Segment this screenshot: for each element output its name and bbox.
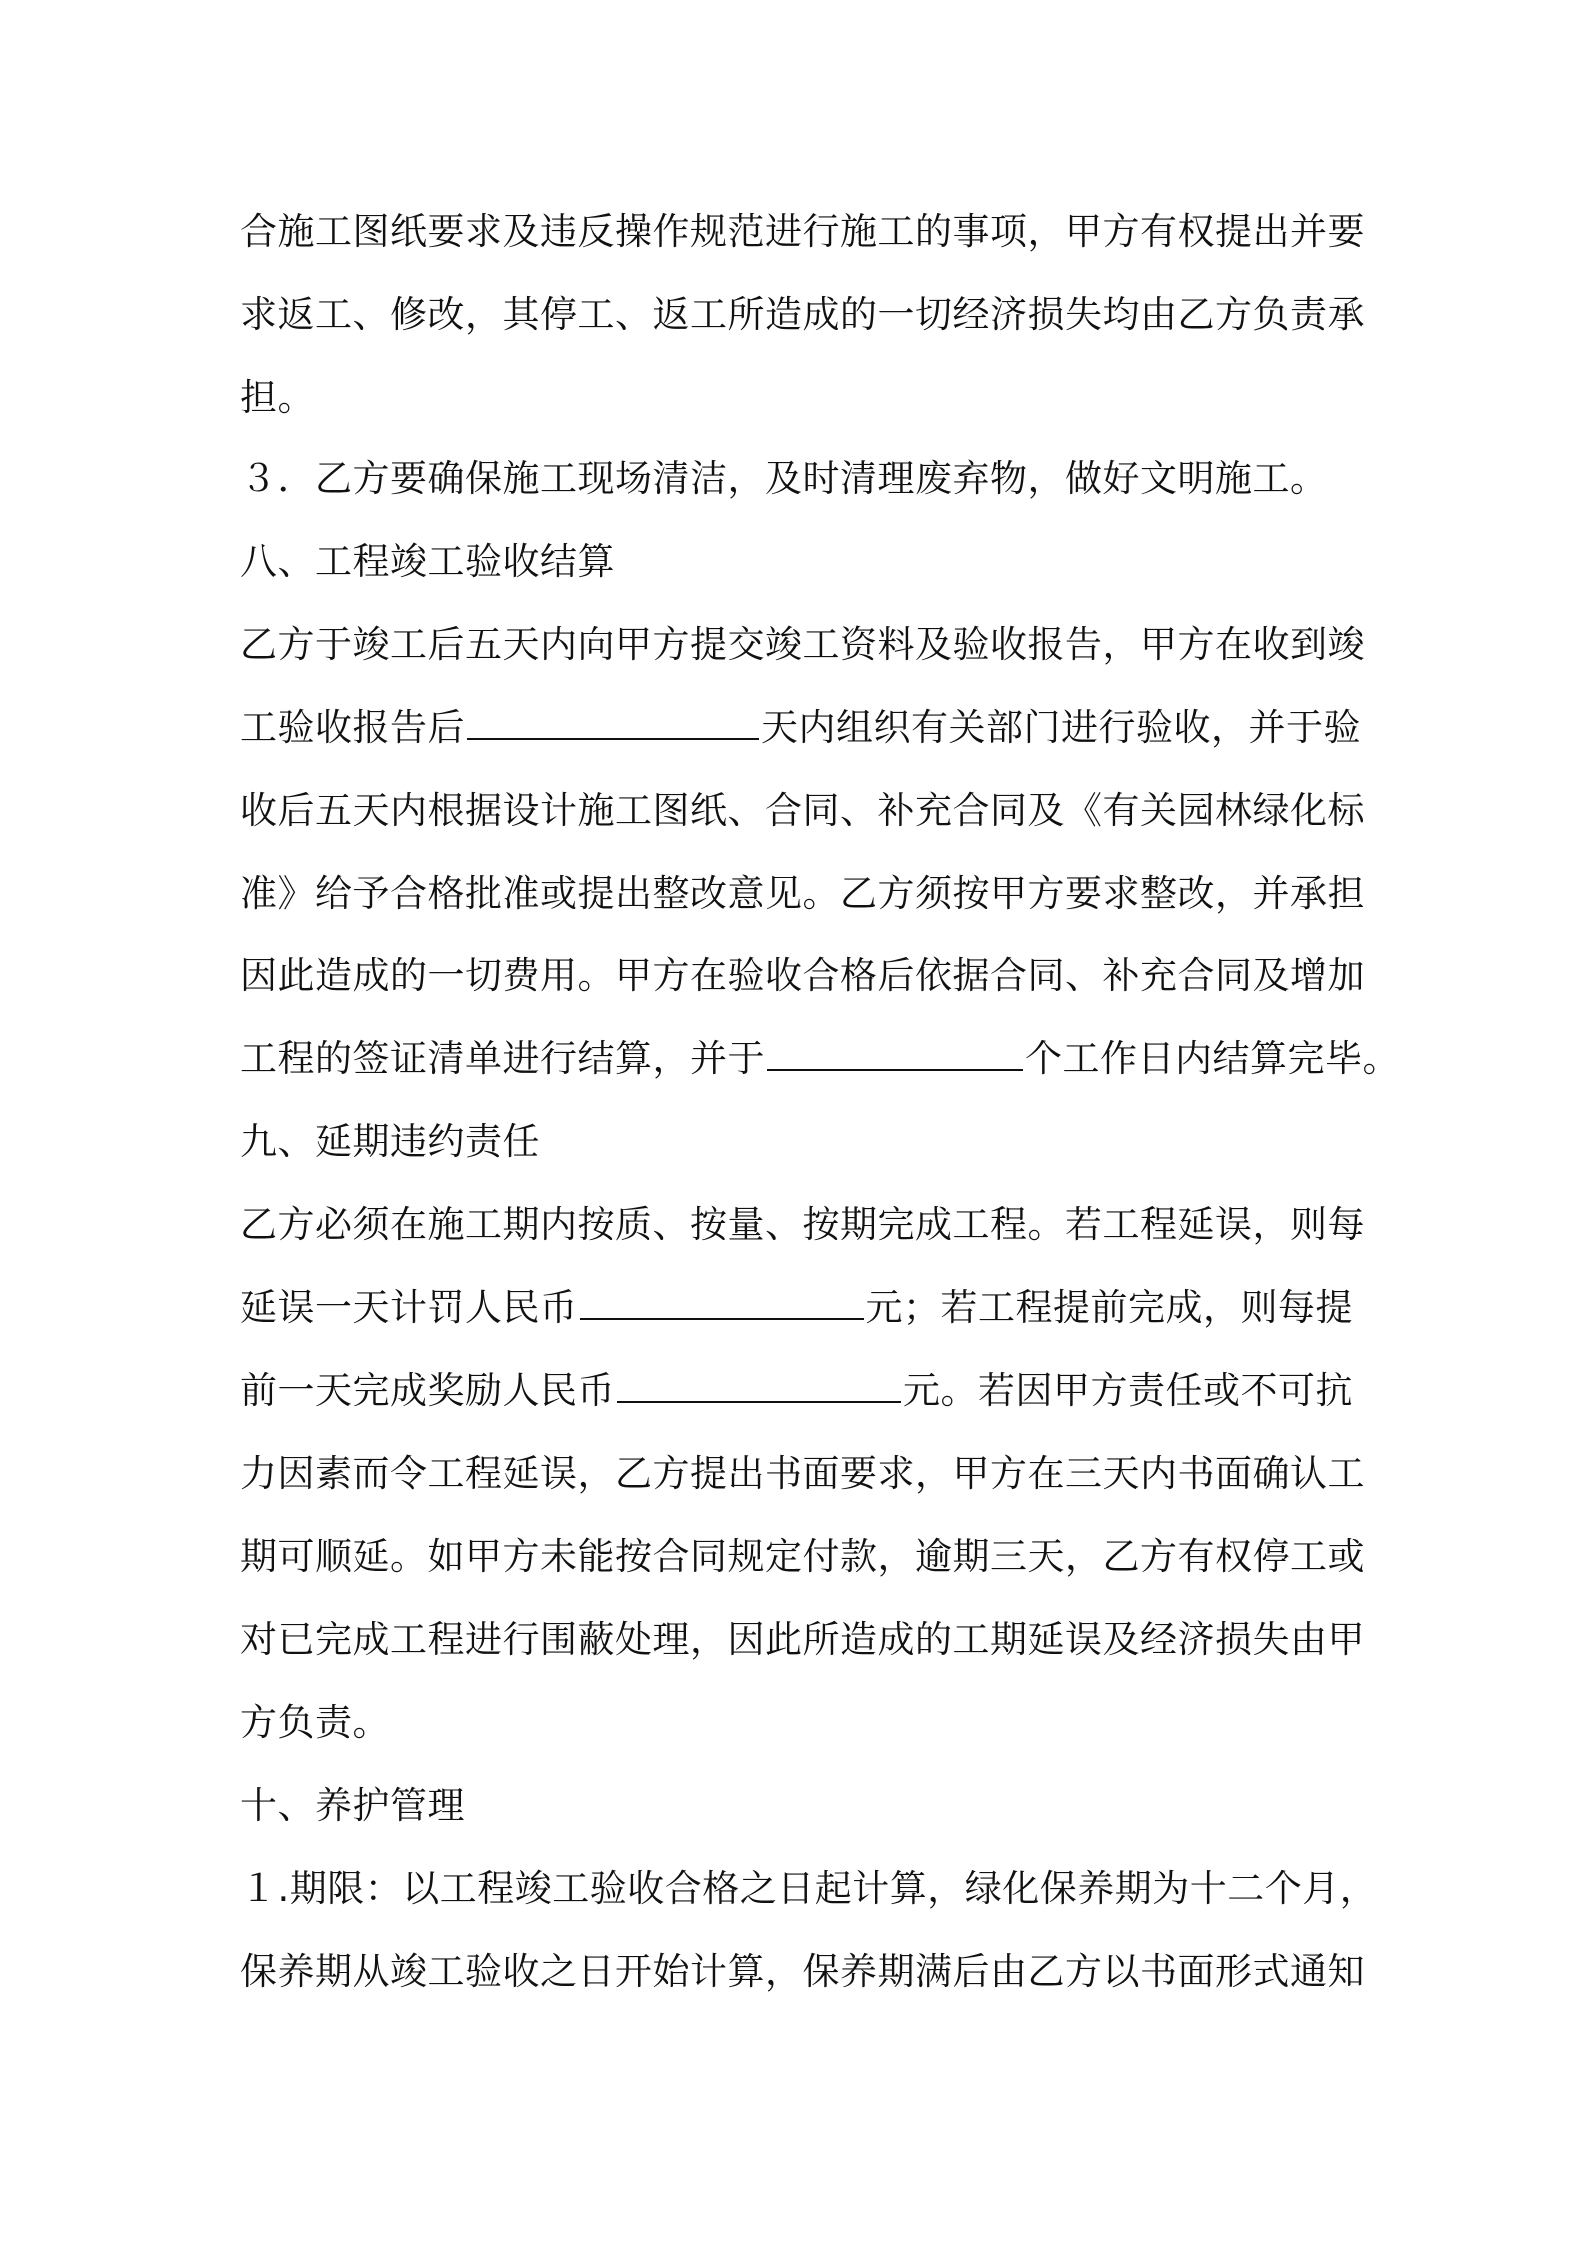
line-text-before-blank: 工验收报告后: [240, 706, 465, 749]
paragraph-line: 准》给予合格批准或提出整改意见。乙方须按甲方要求整改，并承担: [240, 872, 1365, 915]
line-text-after-blank: 天内组织有关部门进行验收，并于验: [761, 706, 1361, 749]
paragraph-line: 期可顺延。如甲方未能按合同规定付款，逾期三天，乙方有权停工或: [240, 1535, 1365, 1578]
fill-in-blank[interactable]: [767, 1035, 1023, 1071]
paragraph-line: 力因素而令工程延误，乙方提出书面要求，甲方在三天内书面确认工: [240, 1452, 1365, 1495]
section-heading-8: 八、工程竣工验收结算: [240, 540, 615, 583]
paragraph-line: 求返工、修改，其停工、返工所造成的一切经济损失均由乙方负责承: [240, 293, 1365, 336]
paragraph-line: [240, 702, 1361, 754]
line-text-before-blank: 工程的签证清单进行结算，并于: [240, 1037, 765, 1080]
paragraph-line: [240, 1282, 1353, 1334]
fill-in-blank[interactable]: [467, 704, 759, 740]
clause-3-line: ３．乙方要确保施工现场清洁，及时清理废弃物，做好文明施工。: [240, 457, 1328, 500]
line-text-after-blank: 元；若工程提前完成，则每提: [865, 1286, 1353, 1329]
paragraph-line: 收后五天内根据设计施工图纸、合同、补充合同及《有关园林绿化标: [240, 789, 1365, 832]
paragraph-line: 乙方于竣工后五天内向甲方提交竣工资料及验收报告，甲方在收到竣: [240, 623, 1365, 666]
line-text-before-blank: 延误一天计罚人民币: [240, 1286, 578, 1329]
paragraph-line: 担。: [240, 376, 315, 419]
line-text-before-blank: 前一天完成奖励人民币: [240, 1369, 615, 1412]
paragraph-line: 乙方必须在施工期内按质、按量、按期完成工程。若工程延误，则每: [240, 1203, 1365, 1246]
paragraph-line: [240, 1033, 1400, 1085]
paragraph-line: 因此造成的一切费用。甲方在验收合格后依据合同、补充合同及增加: [240, 954, 1365, 997]
paragraph-line: 合施工图纸要求及违反操作规范进行施工的事项，甲方有权提出并要: [240, 210, 1365, 253]
clause-1-line: １.期限：以工程竣工验收合格之日起计算，绿化保养期为十二个月，: [240, 1867, 1378, 1910]
paragraph-line: 对已完成工程进行围蔽处理，因此所造成的工期延误及经济损失由甲: [240, 1618, 1365, 1661]
line-text-after-blank: 个工作日内结算完毕。: [1025, 1037, 1400, 1080]
paragraph-line: 方负责。: [240, 1701, 390, 1744]
line-text-after-blank: 元。若因甲方责任或不可抗: [903, 1369, 1353, 1412]
paragraph-line: [240, 1365, 1353, 1417]
fill-in-blank[interactable]: [580, 1284, 864, 1320]
paragraph-line: 保养期从竣工验收之日开始计算，保养期满后由乙方以书面形式通知: [240, 1950, 1365, 1993]
fill-in-blank[interactable]: [617, 1367, 901, 1403]
section-heading-9: 九、延期违约责任: [240, 1120, 540, 1163]
section-heading-10: 十、养护管理: [240, 1784, 465, 1827]
